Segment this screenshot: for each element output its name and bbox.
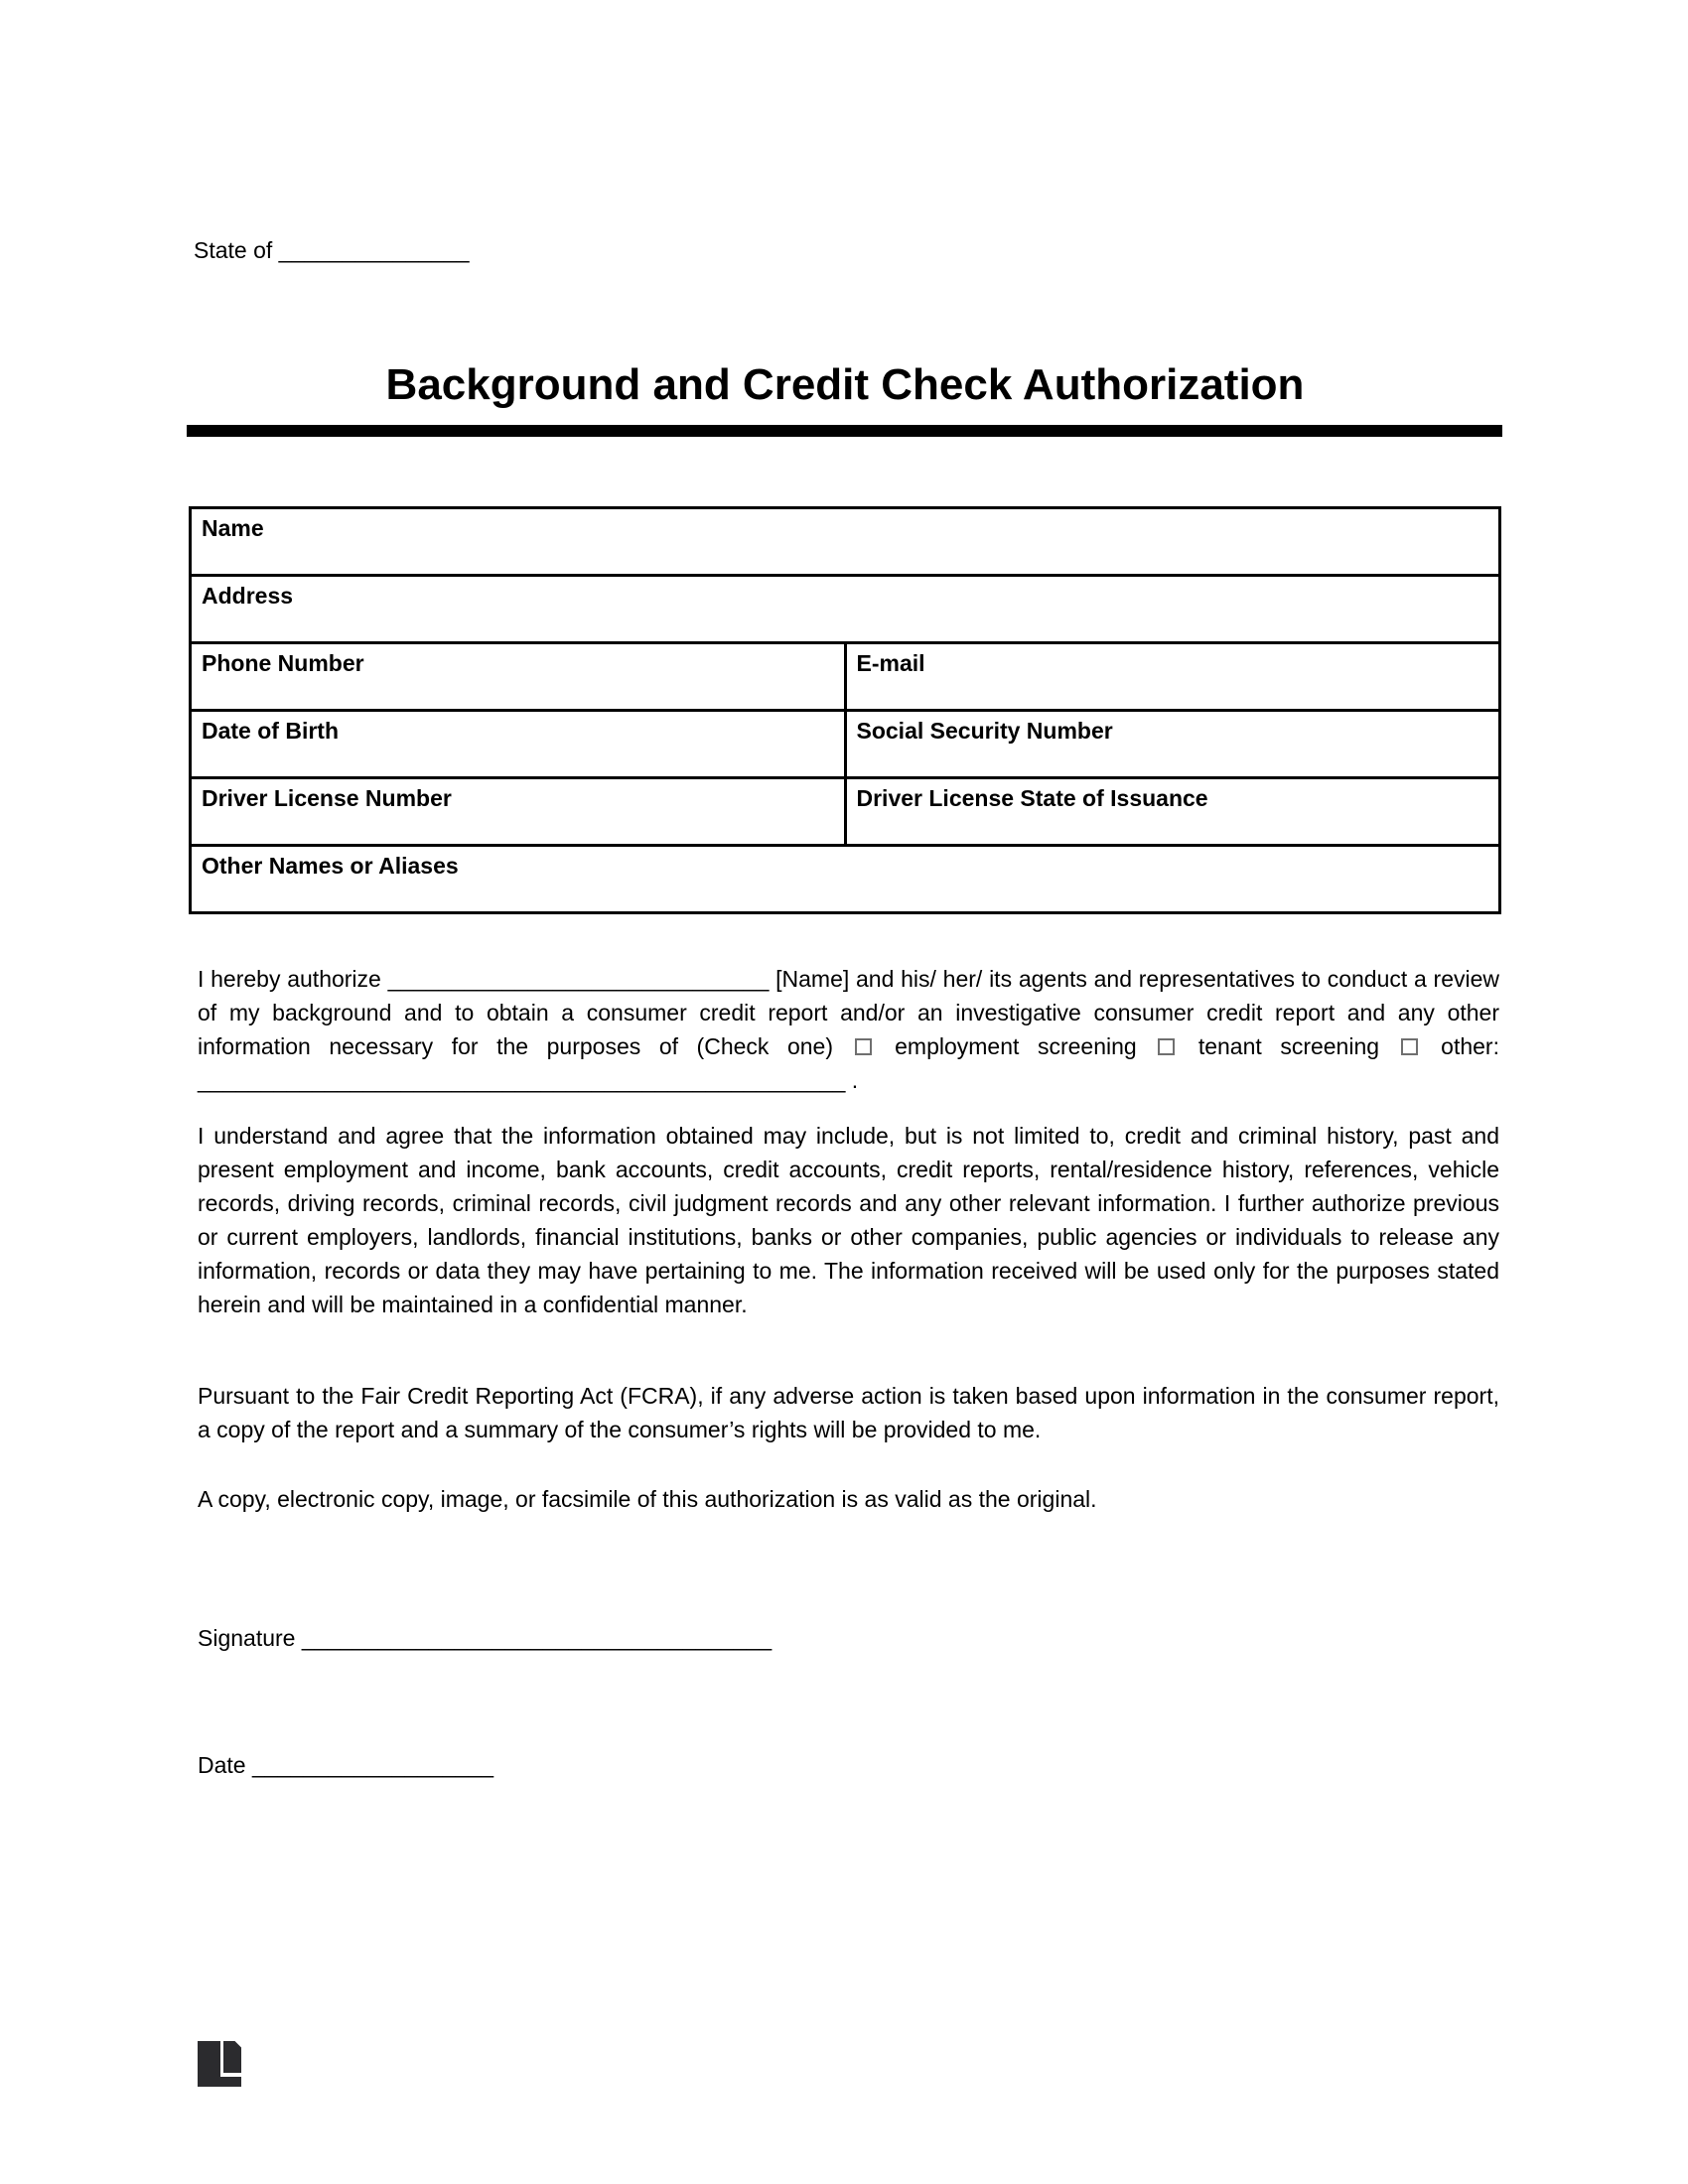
option-other-label: other:: [1441, 1033, 1499, 1059]
title-rule: [187, 425, 1502, 437]
copy-validity-paragraph: A copy, electronic copy, image, or facsimile of this authorization is as valid as the original.: [198, 1486, 1097, 1512]
ssn-label: Social Security Number: [856, 718, 1113, 744]
table-row: [191, 846, 1500, 913]
aliases-field-cell[interactable]: [191, 846, 1500, 913]
table-row: [191, 778, 1500, 846]
authorizer-name-blank[interactable]: ______________________________: [387, 966, 770, 992]
signature-blank-line[interactable]: _____________________________________: [301, 1625, 773, 1651]
dl-number-field-cell[interactable]: [191, 778, 846, 846]
state-blank-line[interactable]: _______________: [278, 237, 470, 263]
legal-templates-logo: [198, 2041, 241, 2087]
name-field-cell[interactable]: [191, 508, 1500, 576]
dl-state-field-cell[interactable]: [845, 778, 1500, 846]
option-employment-label: employment screening: [895, 1033, 1137, 1059]
signature-label: Signature: [198, 1625, 296, 1651]
applicant-info-table: [189, 506, 1501, 914]
checkbox-employment-screening[interactable]: [855, 1038, 872, 1055]
aliases-label: Other Names or Aliases: [202, 853, 459, 879]
table-row: [191, 643, 1500, 711]
dl-number-label: Driver License Number: [202, 785, 452, 811]
page-title: Background and Credit Check Authorization: [385, 360, 1305, 409]
signature-line: [198, 1621, 772, 1655]
authorization-paragraph: [198, 962, 1499, 1097]
address-field-cell[interactable]: [191, 576, 1500, 643]
address-label: Address: [202, 583, 294, 609]
checkbox-other[interactable]: [1401, 1038, 1418, 1055]
name-label: Name: [202, 515, 264, 541]
fcra-notice-paragraph: Pursuant to the Fair Credit Reporting Act (FCRA), if any adverse action is taken based upon information in the consumer report, a copy of the report and a summary of the consumer’s rights will be provided to me.: [198, 1383, 1499, 1442]
phone-label: Phone Number: [202, 650, 364, 676]
email-label: E-mail: [856, 650, 925, 676]
checkbox-tenant-screening[interactable]: [1158, 1038, 1175, 1055]
authorization-lead: I hereby authorize: [198, 966, 381, 992]
sentence-period: .: [851, 1067, 859, 1093]
dob-field-cell[interactable]: [191, 711, 846, 778]
date-label: Date: [198, 1752, 246, 1778]
table-row: [191, 508, 1500, 576]
email-field-cell[interactable]: [845, 643, 1500, 711]
dob-label: Date of Birth: [202, 718, 339, 744]
option-tenant-label: tenant screening: [1197, 1033, 1380, 1059]
other-purpose-blank[interactable]: ___________________________________________________: [198, 1067, 846, 1093]
information-scope-paragraph: I understand and agree that the information obtained may include, but is not limited to, credit and criminal history, past and present employment and income, bank accounts, credit accounts, credit reports, rental/residence history, references, vehicle records, driving records, criminal records, civil judgment records and any other relevant information. I further authorize previous or current employers, landlords, financial institutions, banks or other companies, public agencies or individuals to release any information, records or data they may have pertaining to me. The information received will be used only for the purposes stated herein and will be maintained in a confidential manner.: [198, 1123, 1499, 1317]
ssn-field-cell[interactable]: [845, 711, 1500, 778]
table-row: [191, 711, 1500, 778]
phone-field-cell[interactable]: [191, 643, 846, 711]
date-blank-line[interactable]: ___________________: [251, 1752, 494, 1778]
table-row: [191, 576, 1500, 643]
state-line: [194, 236, 470, 264]
date-line: [198, 1748, 493, 1782]
authorization-body: [Name] and his/ her/ its agents and representatives to conduct a review of my background and to obtain a consumer credit report and/or an investigative consumer credit report and any other information necessary for the purposes of (Check one): [198, 966, 1500, 1059]
dl-state-label: Driver License State of Issuance: [856, 785, 1208, 811]
state-of-label: State of: [194, 237, 273, 263]
